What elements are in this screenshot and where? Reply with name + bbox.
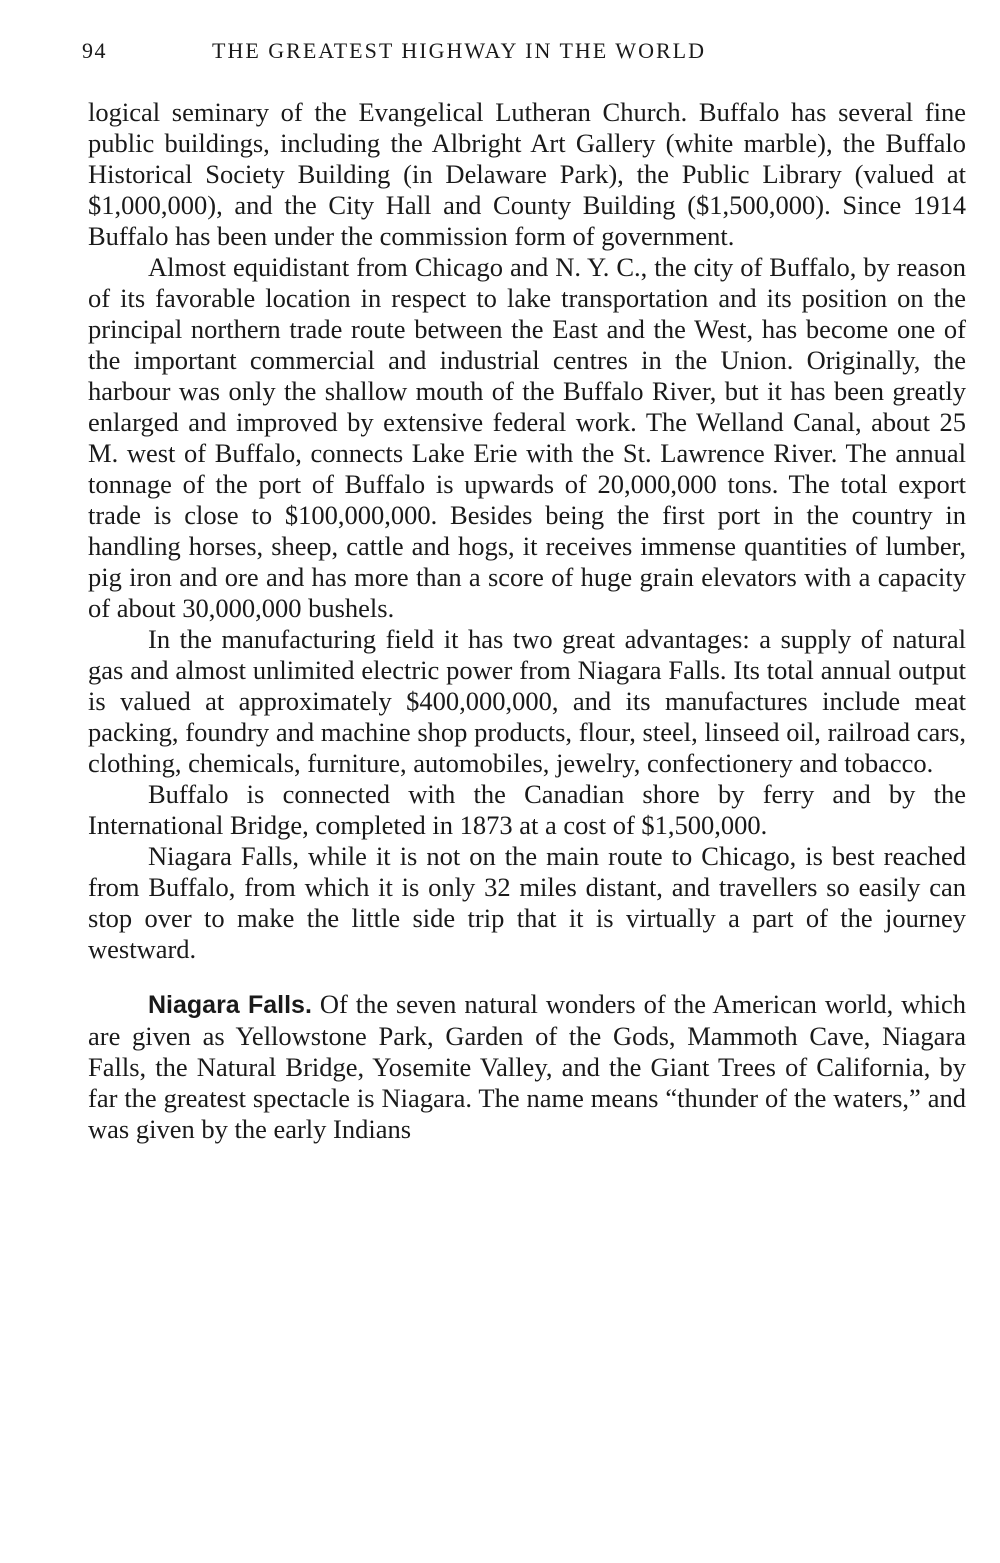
paragraph: Niagara Falls, while it is not on the main route to Chicago, is best reached from Buffalo, from which it is only 32 miles distant, and travellers so easily can stop over to make the little side trip that it is virtually a part of the journey westward. — [88, 841, 966, 964]
section-heading: Niagara Falls. — [148, 991, 312, 1019]
page-number: 94 — [82, 38, 107, 63]
paragraph-continued: logical seminary of the Evangelical Lutheran Church. Buffalo has several fine public buildings, including the Albright Art Gallery (white marble), the Buffalo Historical Society Building (in Delaware Park), the Public Library (valued at $1,000,000), and the City Hall and County Building ($1,500,000). Since 1914 Buffalo has been under the commission form of government. — [88, 97, 966, 251]
section-paragraph — [88, 989, 966, 1145]
paragraph: Almost equidistant from Chicago and N. Y. C., the city of Buffalo, by reason of its favorable location in respect to lake transportation and its position on the principal northern trade route between the East and the West, has become one of the important commercial and industrial centres in the Union. Originally, the harbour was only the shallow mouth of the Buffalo River, but it has been greatly enlarged and improved by extensive federal work. The Welland Canal, about 25 M. west of Buffalo, connects Lake Erie with the St. Lawrence River. The annual tonnage of the port of Buffalo is upwards of 20,000,000 tons. The total export trade is close to $100,000,000. Besides being the first port in the country in handling horses, sheep, cattle and hogs, it receives immense quantities of lumber, pig iron and ore and has more than a score of huge grain elevators with a capacity of about 30,000,000 bushels. — [88, 252, 966, 623]
running-title: THE GREATEST HIGHWAY IN THE WORLD — [212, 38, 706, 63]
running-header — [82, 38, 942, 74]
paragraph: Buffalo is connected with the Canadian shore by ferry and by the International Bridge, completed in 1873 at a cost of $1,500,000. — [88, 779, 966, 840]
body-text — [88, 97, 966, 1145]
paragraph: In the manufacturing field it has two great advantages: a supply of natural gas and almost unlimited electric power from Niagara Falls. Its total annual output is valued at approximately $400,000,000, and its manufactures include meat packing, foundry and machine shop products, flour, steel, linseed oil, railroad cars, clothing, chemicals, furniture, automobiles, jewelry, confectionery and tobacco. — [88, 624, 966, 778]
section-text: Of the seven natural wonders of the American world, which are given as Yellowstone Park, Garden of the Gods, Mammoth Cave, Niagara Falls, the Natural Bridge, Yosemite Valley, and the Giant Trees of California, by far the greatest spectacle is Niagara. The name means “thunder of the waters,” and was given by the early Indians — [88, 989, 966, 1144]
